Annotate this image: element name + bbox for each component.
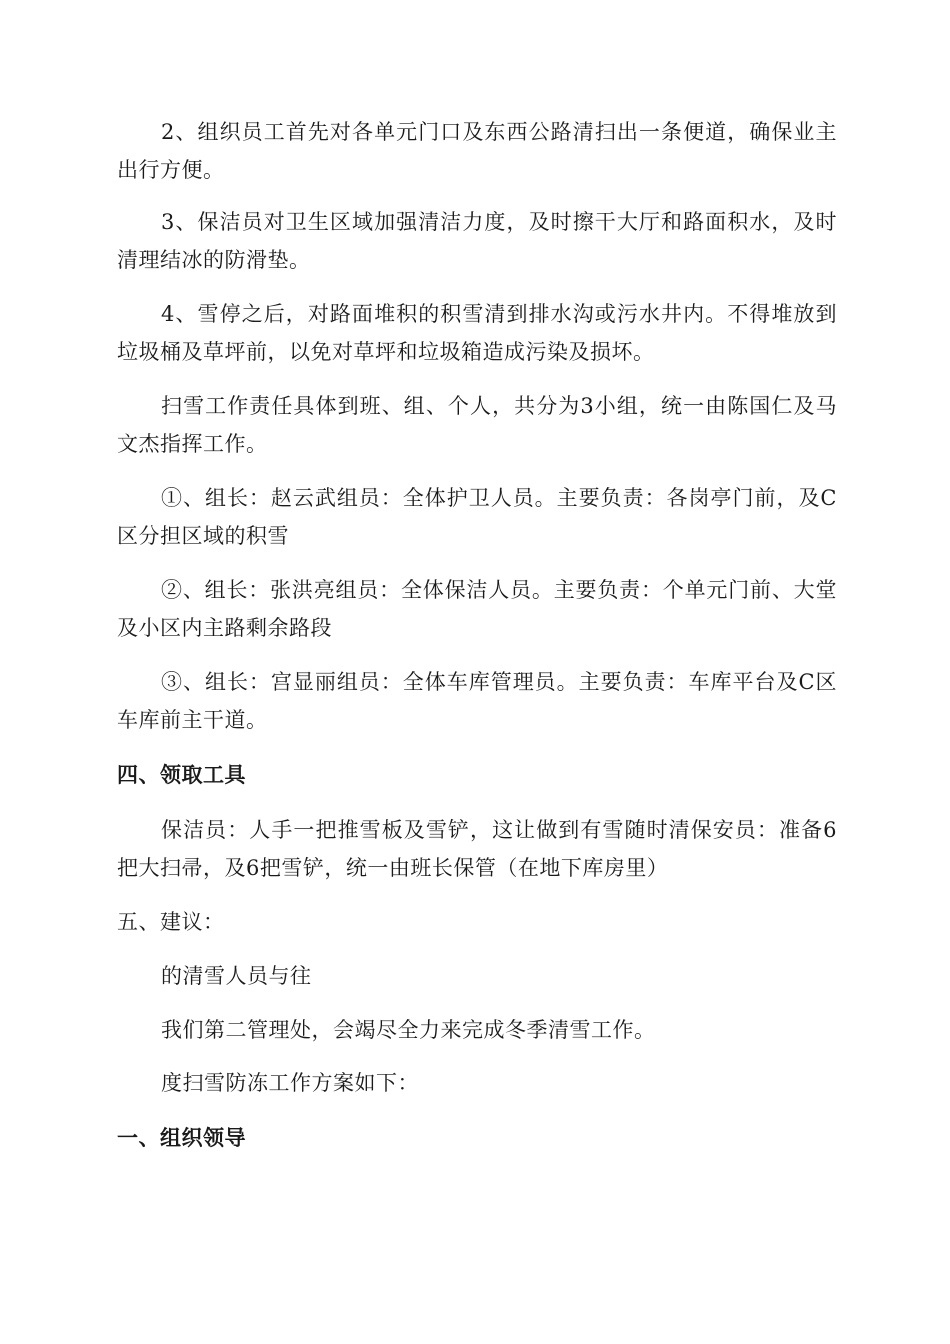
section-heading-suggestions: 五、建议：: [117, 910, 225, 934]
paragraph-group-1: ①、组长：赵云武组员：全体护卫人员。主要负责：各岗亭门前，及C区分担区域的积雪: [117, 486, 837, 548]
section-heading-organization: 一、组织领导: [117, 1126, 246, 1150]
paragraph-plan-intro: 度扫雪防冻工作方案如下：: [161, 1071, 419, 1095]
paragraph-commitment: 我们第二管理处，会竭尽全力来完成冬季清雪工作。: [161, 1018, 656, 1042]
paragraph-step-3: 3、保洁员对卫生区域加强清洁力度，及时擦干大厅和路面积水，及时清理结冰的防滑垫。: [117, 210, 837, 272]
paragraph-step-2: 2、组织员工首先对各单元门口及东西公路清扫出一条便道，确保业主出行方便。: [117, 120, 837, 182]
paragraph-tools: 保洁员：人手一把推雪板及雪铲，这让做到有雪随时清保安员：准备6把大扫帚，及6把雪铲，统一由班长保管（在地下库房里）: [117, 818, 837, 880]
paragraph-group-3: ③、组长：宫显丽组员：全体车库管理员。主要负责：车库平台及C区车库前主干道。: [117, 670, 837, 732]
paragraph-responsibility: 扫雪工作责任具体到班、组、个人，共分为3小组，统一由陈国仁及马文杰指挥工作。: [117, 394, 837, 456]
paragraph-group-2: ②、组长：张洪亮组员：全体保洁人员。主要负责：个单元门前、大堂及小区内主路剩余路段: [117, 578, 837, 640]
paragraph-step-4: 4、雪停之后，对路面堆积的积雪清到排水沟或污水井内。不得堆放到垃圾桶及草坪前，以免对草坪和垃圾箱造成污染及损坏。: [117, 302, 837, 364]
section-heading-tools: 四、领取工具: [117, 763, 246, 787]
paragraph-fragment: 的清雪人员与往: [161, 964, 312, 988]
